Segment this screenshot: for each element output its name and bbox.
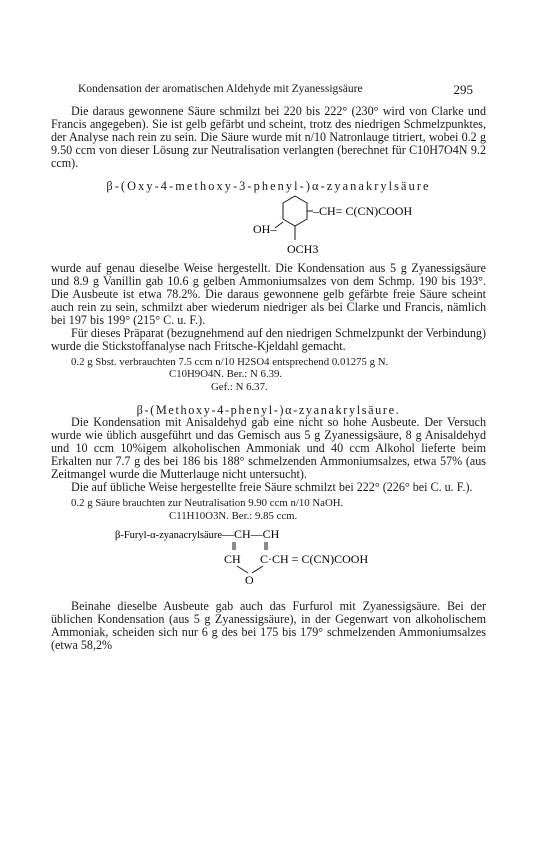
- body-text: [51, 105, 486, 652]
- paragraph-nitrogen-analysis: Für dieses Präparat (bezugnehmend auf den niedrigen Schmelzpunkt der Verbindung) wurde die Stickstoffanalyse nach Fritsche-Kjeldahl gemacht.: [51, 325, 486, 353]
- formula-hydroxy-group: OH–: [253, 222, 277, 237]
- paragraph-anisaldehyde-condensation: Die Kondensation mit Anisaldehyd gab eine nicht so hohe Ausbeute. Der Versuch wurde wie üblich ausgeführt und das Gemisch aus 5 g Zyanessigsäure, 8 g Anisaldehyd und 10 ccm 10%igem alkoholischen Ammoniak und 40 ccm Alkohol lieferte beim Erkalten nur 7.7 g des bei 186 bis 188° schmelzenden Ammoniumsalzes, etwa 57% (aus Zeitmangel wurde die Mutterlauge nicht untersucht).: [51, 415, 486, 482]
- structural-formula-vanillin-acid: [51, 192, 486, 262]
- compound-heading-vanillin-acid: β-(Oxy-4-methoxy-3-phenyl-)α-zyanakrylsäure: [106, 178, 431, 193]
- formula-side-chain: –CH= C(CN)COOH: [313, 204, 413, 219]
- analysis-neutralisation: 0.2 g Säure brauchten zur Neutralisation 9.90 ccm n/10 NaOH.: [71, 496, 344, 509]
- analysis-measurement: 0.2 g Sbst. verbrauchten 7.5 ccm n/10 H2SO4 entsprechend 0.01275 g N.: [71, 355, 389, 368]
- benzene-ring: [275, 196, 313, 240]
- formula-methoxy-group: OCH3: [287, 242, 319, 257]
- page-number: 295: [453, 82, 473, 97]
- paragraph-melting-point: Die daraus gewonnene Säure schmilzt bei 220 bis 222° (230° wird von Clarke und Francis angegeben). Sie ist gelb gefärbt und scheint, trotz des niedrigen Schmelzpunktes, der Analyse nach rein zu sein. Die Säure wurde mit n/10 Natronlauge titriert, wobei 0.2 g 9.50 ccm von dieser Lösung zur Neutralisation verlangten (berechnet für C10H7O4N 9.2 ccm).: [51, 104, 486, 170]
- compound-heading-anisaldehyde-acid: β-(Methoxy-4-phenyl-)α-zyanakrylsäure.: [136, 402, 401, 417]
- furan-right-substituent: C·CH = C(CN)COOH: [260, 552, 369, 567]
- furyl-top-chain: —CH—CH: [222, 527, 280, 542]
- paragraph-furfural-condensation: Beinahe dieselbe Ausbeute gab auch das Furfurol mit Zyanessigsäure. Bei der üblichen Kondensation (aus 5 g Zyanessigsäure), in der Gegenwart von alkoholischem Ammoniak, scheiden sich nur 6 g des bei 175 bis 179° schmelzenden Ammoniumsalzes (etwa 58,2%: [51, 599, 486, 652]
- paragraph-free-acid: Die auf übliche Weise hergestellte freie Säure schmilzt bei 222° (226° bei C. u. F.).: [71, 480, 473, 494]
- running-title: Kondensation der aromatischen Aldehyde mit Zyanessigsäure: [78, 83, 363, 95]
- structural-formula-furyl-acid: [51, 524, 486, 586]
- paragraph-vanillin-condensation: wurde auf genau dieselbe Weise hergestellt. Die Kondensation aus 5 g Zyanessigsäure und 8.9 g Vanillin gab 10.6 g gelben Ammoniumsalzes von dem Schmp. 190 bis 193°. Die Ausbeute ist etwa 78.2%. Die daraus gewonnene gelb gefärbte freie Säure scheint auch rein zu sein, schmilzt aber wiederum niedriger als bei Clarke und Francis, nämlich bei 197 bis 199° (215° C. u. F.).: [51, 261, 486, 328]
- analysis-calculated-2: C11H10O3N. Ber.: 9.85 ccm.: [169, 509, 298, 522]
- analysis-anisaldehyde: [51, 497, 486, 522]
- furan-left-ch: CH: [224, 552, 241, 567]
- furyl-compound-label: β-Furyl-α-zyanacrylsäure: [115, 530, 223, 542]
- analysis-calculated: C10H9O4N. Ber.: N 6.39.: [169, 368, 283, 381]
- analysis-vanillin: [51, 356, 486, 394]
- furan-oxygen: O: [245, 573, 254, 587]
- analysis-found: Gef.: N 6.37.: [211, 380, 268, 393]
